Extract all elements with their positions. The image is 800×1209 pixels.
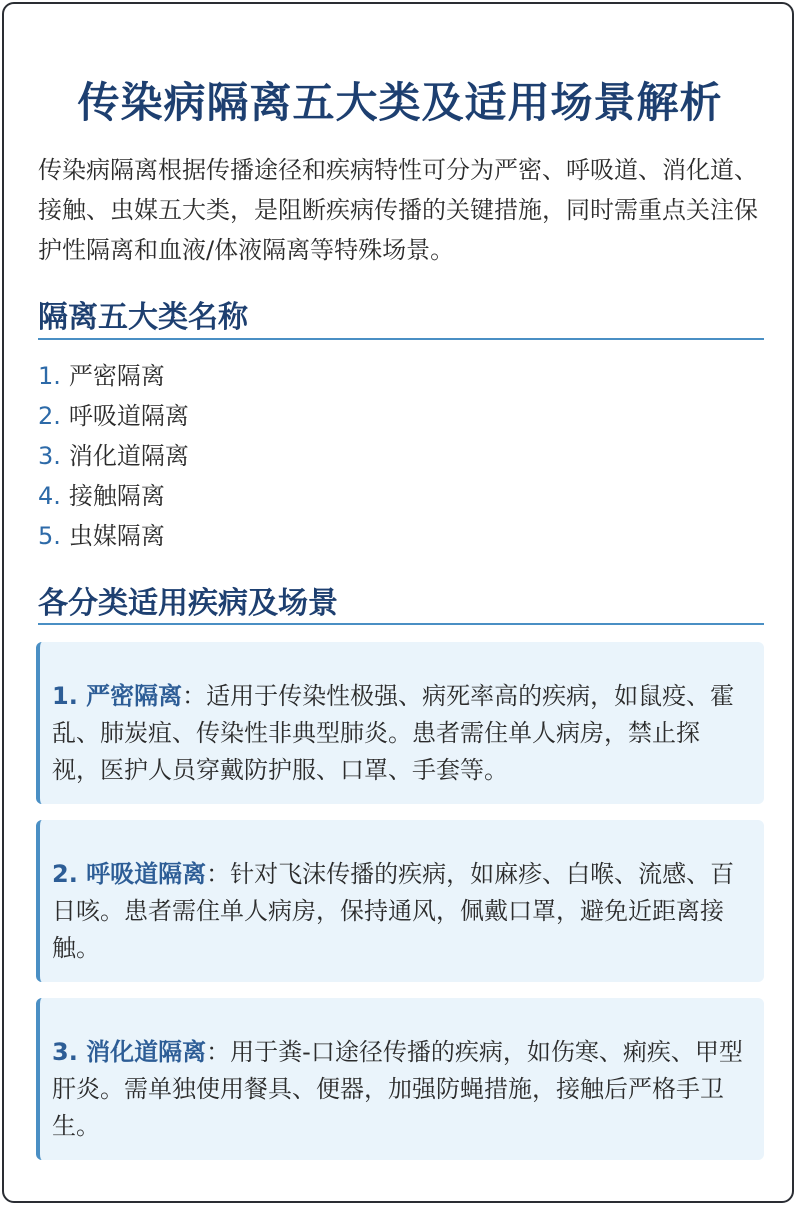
list-item-label: 接触隔离	[68, 482, 165, 510]
category-list	[38, 356, 189, 556]
card-body	[52, 1034, 744, 1145]
list-number: 3.	[38, 442, 61, 470]
intro-paragraph: 传染病隔离根据传播途径和疾病特性可分为严密、呼吸道、消化道、接触、虫媒五大类，是阻断疾病传播的关键措施，同时需重点关注保护性隔离和血液/体液隔离等特殊场景。	[38, 156, 758, 264]
info-card-strict	[36, 642, 764, 804]
section-divider	[38, 623, 764, 625]
list-item-label: 虫媒隔离	[68, 522, 165, 550]
list-item-label: 呼吸道隔离	[68, 402, 189, 430]
list-item-label: 消化道隔离	[68, 442, 189, 470]
list-item	[38, 476, 189, 516]
section-heading-scenarios: 各分类适用疾病及场景	[38, 586, 338, 621]
list-number: 5.	[38, 522, 61, 550]
info-card-digestive	[36, 998, 764, 1160]
card-text: 适用于传染性极强、病死率高的疾病，如鼠疫、霍乱、肺炭疽、传染性非典型肺炎。患者需住单人病房，禁止探视，医护人员穿戴防护服、口罩、手套等。	[52, 682, 735, 784]
list-item	[38, 516, 189, 556]
card-body	[52, 678, 744, 789]
list-item	[38, 396, 189, 436]
card-body	[52, 856, 744, 967]
card-separator: ：	[206, 860, 231, 888]
info-card-respiratory	[36, 820, 764, 982]
section-heading-categories: 隔离五大类名称	[38, 300, 248, 335]
list-number: 2.	[38, 402, 61, 430]
list-item	[38, 436, 189, 476]
list-number: 4.	[38, 482, 61, 510]
card-text: 用于粪-口途径传播的疾病，如伤寒、痢疾、甲型肝炎。需单独使用餐具、便器，加强防蝇措施，接触后严格手卫生。	[52, 1038, 743, 1140]
card-title: 3. 消化道隔离	[52, 1038, 207, 1066]
page-title: 传染病隔离五大类及适用场景解析	[77, 78, 723, 127]
card-title: 2. 呼吸道隔离	[52, 860, 207, 888]
card-separator: ：	[182, 682, 207, 710]
list-item	[38, 356, 189, 396]
list-item-label: 严密隔离	[68, 362, 165, 390]
card-text: 针对飞沫传播的疾病，如麻疹、白喉、流感、百日咳。患者需住单人病房，保持通风，佩戴口罩，避免近距离接触。	[52, 860, 735, 962]
card-separator: ：	[206, 1038, 231, 1066]
list-number: 1.	[38, 362, 61, 390]
card-title: 1. 严密隔离	[52, 682, 183, 710]
section-divider	[38, 338, 764, 340]
